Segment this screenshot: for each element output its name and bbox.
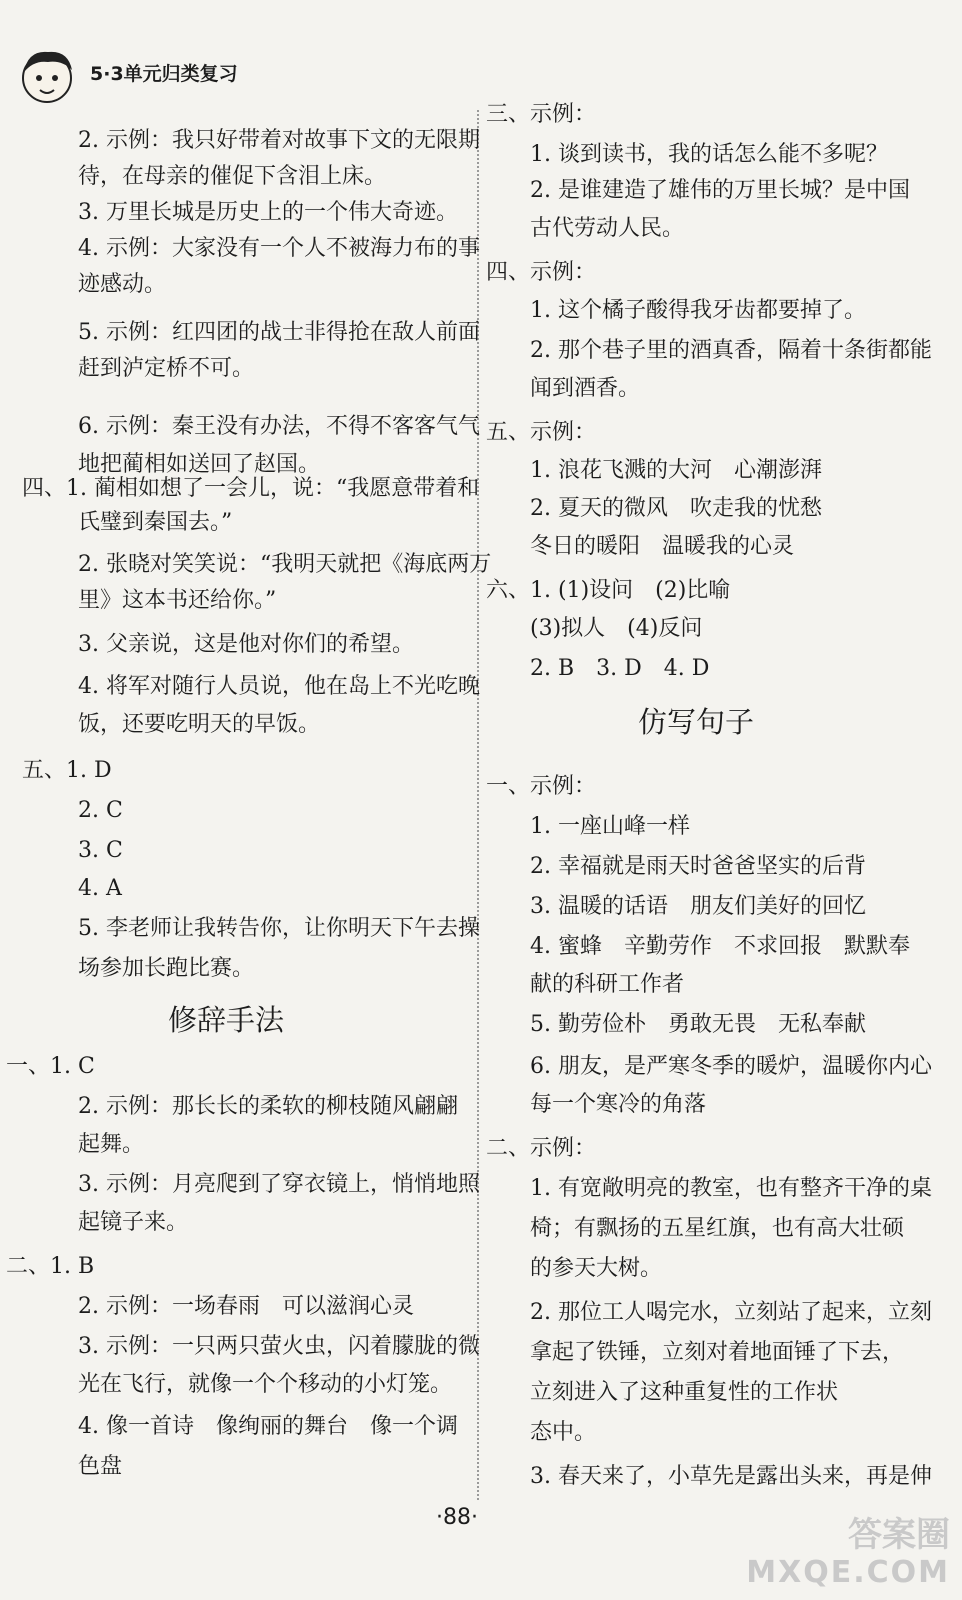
text-line: 2. 张晓对笑笑说：“我明天就把《海底两万 xyxy=(78,552,492,577)
text-line: 起镜子来。 xyxy=(78,1210,189,1235)
text-line: 立刻进入了这种重复性的工作状 xyxy=(530,1380,839,1405)
text-line: 五、1. D xyxy=(22,758,112,783)
text-line: 3. 父亲说，这是他对你们的希望。 xyxy=(78,632,414,657)
text-line: 的参天大树。 xyxy=(530,1256,663,1281)
text-line: 献的科研工作者 xyxy=(530,972,685,997)
text-line: 3. 万里长城是历史上的一个伟大奇迹。 xyxy=(78,200,458,225)
text-line: 4. A xyxy=(78,876,122,901)
text-line: 四、示例： xyxy=(486,260,597,285)
watermark xyxy=(746,1516,950,1592)
text-line: 起舞。 xyxy=(78,1132,145,1157)
section-heading: 修辞手法 xyxy=(168,1003,285,1037)
text-line: 地把蔺相如送回了赵国。 xyxy=(78,452,321,477)
text-line: 每一个寒冷的角落 xyxy=(530,1092,707,1117)
text-line: 5. 李老师让我转告你，让你明天下午去操 xyxy=(78,916,480,941)
text-line: 一、1. C xyxy=(6,1054,95,1079)
text-line: 二、1. B xyxy=(6,1254,95,1279)
text-line: 场参加长跑比赛。 xyxy=(78,956,255,981)
text-line: (3)拟人 (4)反问 xyxy=(530,616,703,641)
text-line: 五、示例： xyxy=(486,420,597,445)
text-line: 冬日的暖阳 温暖我的心灵 xyxy=(530,534,795,559)
text-line: 古代劳动人民。 xyxy=(530,216,685,241)
text-line: 5. 示例：红四团的战士非得抢在敌人前面 xyxy=(78,320,480,345)
mascot-icon xyxy=(14,42,80,108)
text-line: 2. 那位工人喝完水，立刻站了起来，立刻 xyxy=(530,1300,932,1325)
text-line: 5. 勤劳俭朴 勇敢无畏 无私奉献 xyxy=(530,1012,866,1037)
watermark-line2: MXQE.COM xyxy=(746,1555,950,1590)
text-line: 1. 浪花飞溅的大河 心潮澎湃 xyxy=(530,458,822,483)
text-line: 1. 一座山峰一样 xyxy=(530,814,690,839)
text-line: 1. 谈到读书，我的话怎么能不多呢？ xyxy=(530,142,888,167)
text-line: 一、示例： xyxy=(486,774,597,799)
text-line: 2. 幸福就是雨天时爸爸坚实的后背 xyxy=(530,854,866,879)
page-number: ·88· xyxy=(436,1505,478,1530)
text-line: 2. 示例：我只好带着对故事下文的无限期 xyxy=(78,128,480,153)
text-line: 6. 朋友，是严寒冬季的暖炉，温暖你内心 xyxy=(530,1054,932,1079)
text-line: 2. B 3. D 4. D xyxy=(530,656,710,681)
text-line: 2. C xyxy=(78,798,123,823)
text-line: 六、1. (1)设问 (2)比喻 xyxy=(486,578,731,603)
section-heading: 仿写句子 xyxy=(638,705,755,739)
text-line: 1. 有宽敞明亮的教室，也有整齐干净的桌 xyxy=(530,1176,932,1201)
text-line: 4. 像一首诗 像绚丽的舞台 像一个调 xyxy=(78,1414,458,1439)
text-line: 光在飞行，就像一个个移动的小灯笼。 xyxy=(78,1372,453,1397)
text-line: 2. 那个巷子里的酒真香，隔着十条街都能 xyxy=(530,338,932,363)
text-line: 待，在母亲的催促下含泪上床。 xyxy=(78,164,387,189)
text-line: 2. 夏天的微风 吹走我的忧愁 xyxy=(530,496,822,521)
text-line: 4. 蜜蜂 辛勤劳作 不求回报 默默奉 xyxy=(530,934,910,959)
text-line: 椅；有飘扬的五星红旗，也有高大壮硕 xyxy=(530,1216,905,1241)
text-line: 氏璧到秦国去。” xyxy=(78,510,233,535)
text-line: 赶到泸定桥不可。 xyxy=(78,356,255,381)
text-line: 3. 温暖的话语 朋友们美好的回忆 xyxy=(530,894,866,919)
text-line: 3. 春天来了，小草先是露出头来，再是伸 xyxy=(530,1464,932,1489)
text-line: 迹感动。 xyxy=(78,272,167,297)
text-line: 态中。 xyxy=(530,1420,597,1445)
text-line: 里》这本书还给你。” xyxy=(78,588,277,613)
text-line: 闻到酒香。 xyxy=(530,376,641,401)
text-line: 2. 示例：一场春雨 可以滋润心灵 xyxy=(78,1294,414,1319)
text-line: 拿起了铁锤，立刻对着地面锤了下去， xyxy=(530,1340,905,1365)
text-line: 三、示例： xyxy=(486,102,597,127)
text-line: 3. C xyxy=(78,838,123,863)
header-title: 5·3单元归类复习 xyxy=(90,62,238,85)
text-line: 3. 示例：月亮爬到了穿衣镜上，悄悄地照 xyxy=(78,1172,480,1197)
page-header xyxy=(14,40,238,110)
text-line: 二、示例： xyxy=(486,1136,597,1161)
text-line: 2. 示例：那长长的柔软的柳枝随风翩翩 xyxy=(78,1094,458,1119)
text-line: 4. 示例：大家没有一个人不被海力布的事 xyxy=(78,236,480,261)
text-line: 饭，还要吃明天的早饭。 xyxy=(78,712,321,737)
text-line: 色盘 xyxy=(78,1454,123,1479)
text-line: 四、1. 蔺相如想了一会儿，说：“我愿意带着和 xyxy=(22,476,480,501)
text-line: 1. 这个橘子酸得我牙齿都要掉了。 xyxy=(530,298,866,323)
text-line: 3. 示例：一只两只萤火虫，闪着朦胧的微 xyxy=(78,1334,480,1359)
watermark-line1: 答案圈 xyxy=(848,1515,950,1555)
text-line: 2. 是谁建造了雄伟的万里长城？是中国 xyxy=(530,178,910,203)
text-line: 6. 示例：秦王没有办法，不得不客客气气 xyxy=(78,414,480,439)
text-line: 4. 将军对随行人员说，他在岛上不光吃晚 xyxy=(78,674,480,699)
